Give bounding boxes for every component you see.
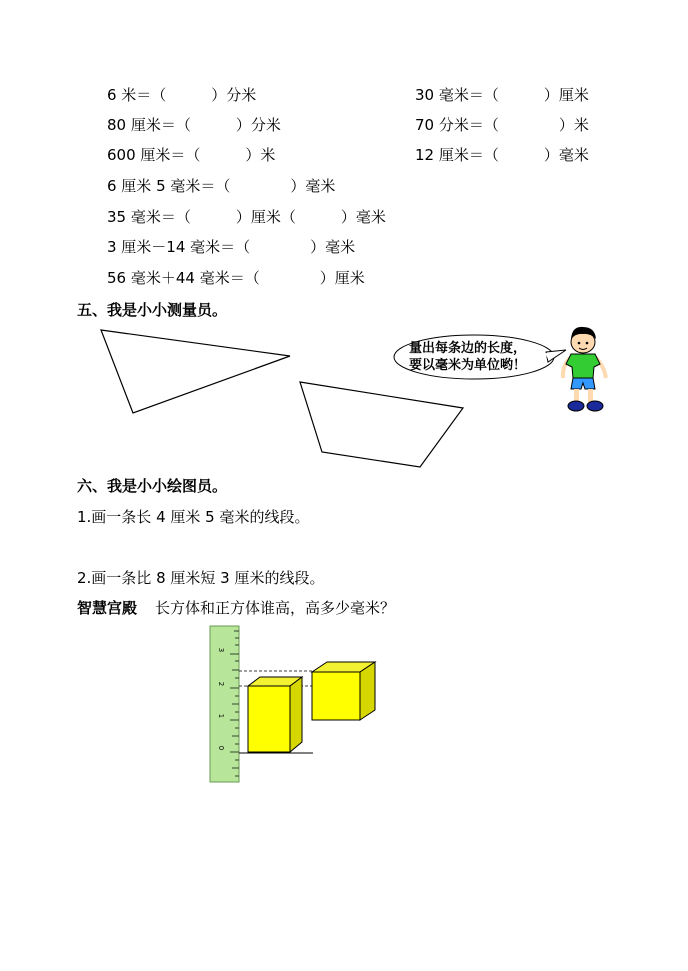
exercise-left-7: 56 毫米＋44 毫米＝（ ）厘米: [107, 269, 365, 287]
wisdom-title: 智慧宫殿: [77, 599, 138, 617]
exercise-left-6: 3 厘米－14 毫米＝（ ）毫米: [107, 238, 356, 256]
draw-task-2: 2.画一条比 8 厘米短 3 厘米的线段。: [77, 569, 325, 587]
cube: [312, 662, 375, 720]
exercise-right-1: 30 毫米＝（ ）厘米: [415, 86, 589, 104]
bubble-text-line1: 量出每条边的长度，: [409, 341, 527, 356]
exercise-right-3: 12 厘米＝（ ）毫米: [415, 146, 589, 164]
ruler-label-3: 3: [217, 647, 226, 653]
ruler-label-2: 2: [217, 681, 226, 687]
exercise-left-1: 6 米＝（ ）分米: [107, 86, 257, 104]
exercise-left-4: 6 厘米 5 毫米＝（ ）毫米: [107, 177, 336, 195]
exercise-right-2: 70 分米＝（ ）米: [415, 116, 589, 134]
section6-title: 六、我是小小绘图员。: [77, 477, 228, 495]
exercise-left-5: 35 毫米＝（ ）厘米（ ）毫米: [107, 208, 386, 226]
bubble-text-line2: 要以毫米为单位哟！: [409, 358, 527, 373]
exercise-left-2: 80 厘米＝（ ）分米: [107, 116, 281, 134]
section5-title: 五、我是小小测量员。: [77, 301, 228, 319]
cuboid: [248, 677, 302, 752]
ruler-label-0: 0: [217, 745, 226, 751]
draw-task-1: 1.画一条长 4 厘米 5 毫米的线段。: [77, 508, 310, 526]
wisdom-question: 长方体和正方体谁高，高多少毫米？: [155, 599, 396, 617]
ruler-label-1: 1: [217, 713, 226, 719]
exercise-left-3: 600 厘米＝（ ）米: [107, 146, 276, 164]
